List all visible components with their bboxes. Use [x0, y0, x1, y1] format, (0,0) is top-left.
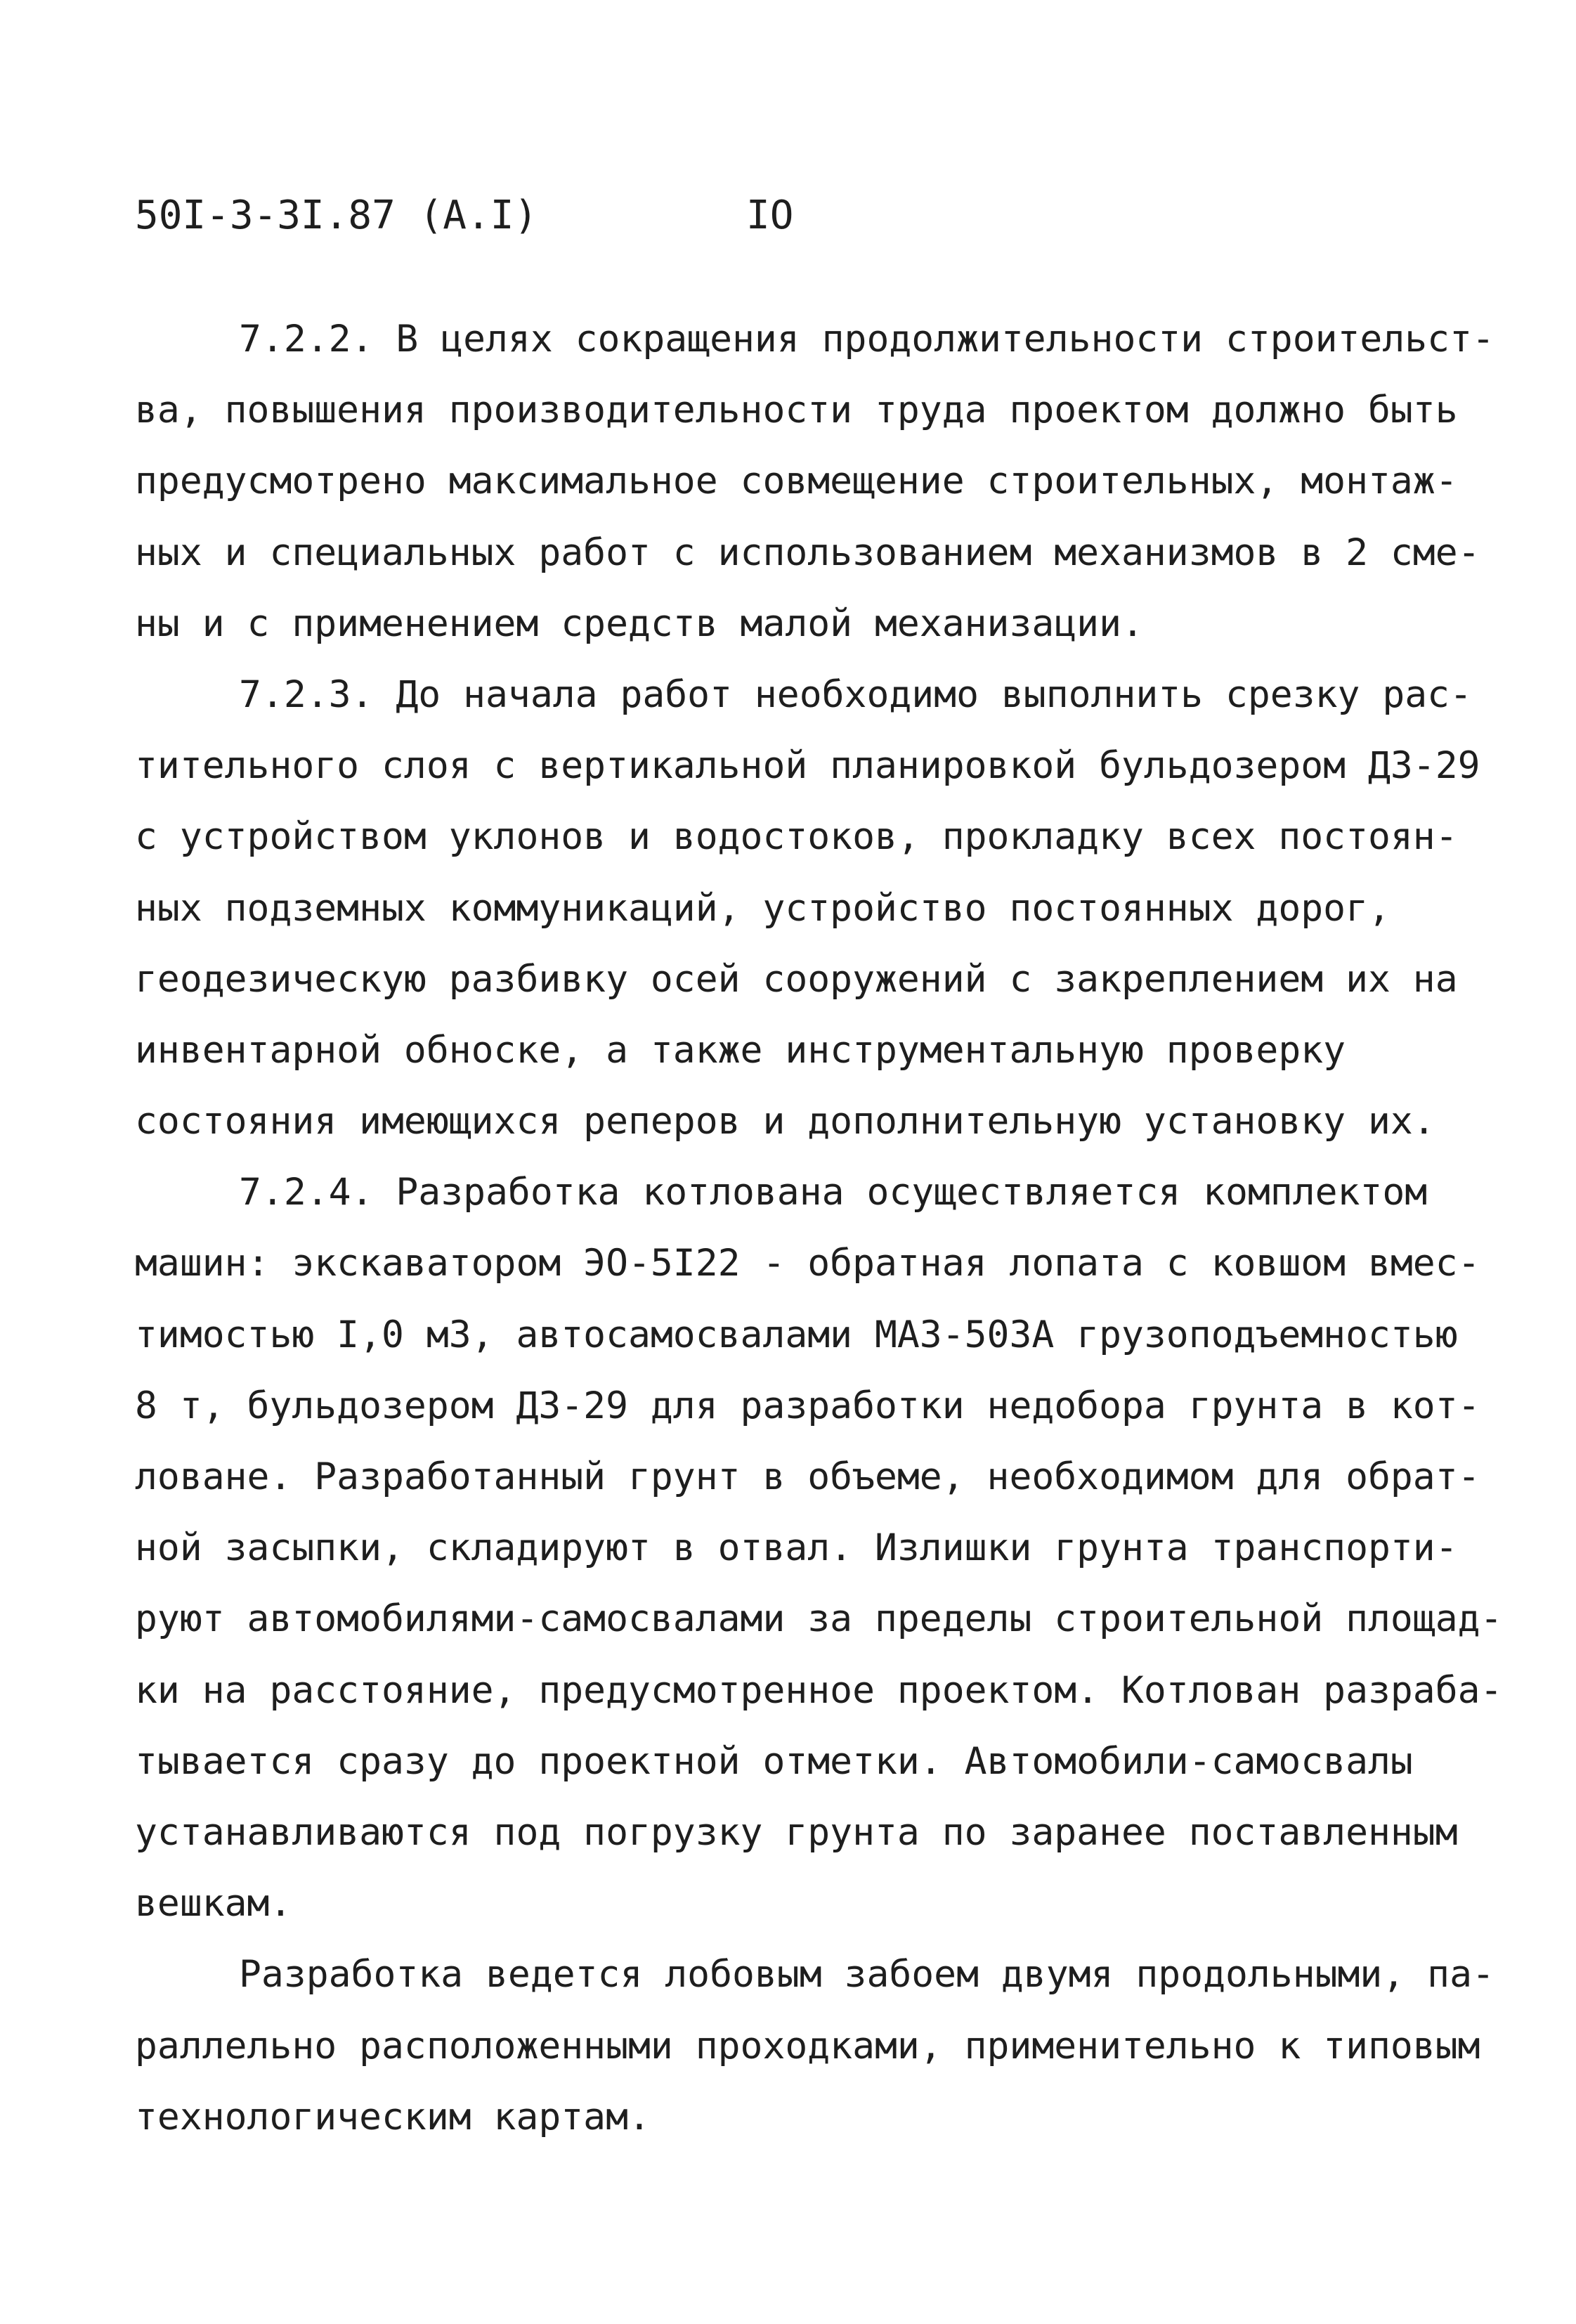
body-text	[135, 304, 1503, 2153]
text-line: 7.2.3. До начала работ необходимо выполнить срезку рас-	[239, 673, 1472, 716]
text-line: устанавливаются под погрузку грунта по заранее поставленным	[135, 1810, 1458, 1854]
text-line: Разработка ведется лобовым забоем двумя продольными, па-	[239, 1953, 1494, 1997]
paragraph-excavation-method	[135, 1939, 1494, 2153]
text-line: тительного слоя с вертикальной планировкой бульдозером ДЗ-29	[135, 744, 1480, 788]
text-line: ва, повышения производительности труда проектом должно быть	[135, 389, 1458, 432]
text-line: тимостью I,0 м3, автосамосвалами МАЗ-503А грузоподъемностью	[135, 1313, 1458, 1356]
text-line: ных и специальных работ с использованием механизмов в 2 сме-	[135, 531, 1480, 574]
text-line: инвентарной обноске, а также инструментальную проверку	[135, 1028, 1346, 1072]
text-line: вешкам.	[135, 1882, 292, 1926]
page-number: IO	[746, 193, 794, 238]
text-line: руют автомобилями-самосвалами за пределы строительной площад-	[135, 1597, 1503, 1641]
text-line: 8 т, бульдозером ДЗ-29 для разработки недобора грунта в кот-	[135, 1384, 1480, 1427]
paragraph-7-2-3	[135, 659, 1480, 1157]
text-line: 7.2.2. В целях сокращения продолжительности строительст-	[239, 318, 1494, 361]
text-line: предусмотрено максимальное совмещение строительных, монтаж-	[135, 460, 1458, 503]
text-line: ловане. Разработанный грунт в объеме, необходимом для обрат-	[135, 1455, 1480, 1498]
page-header	[135, 184, 1470, 247]
paragraph-7-2-2	[135, 304, 1494, 659]
text-line: технологическим картам.	[135, 2095, 651, 2138]
text-line: раллельно расположенными проходками, применительно к типовым	[135, 2024, 1480, 2067]
text-line: состояния имеющихся реперов и дополнительную установку их.	[135, 1100, 1435, 1143]
text-line: ной засыпки, складируют в отвал. Излишки грунта транспорти-	[135, 1526, 1458, 1570]
paragraph-7-2-4	[135, 1157, 1503, 1939]
text-line: 7.2.4. Разработка котлована осуществляется комплектом	[239, 1171, 1428, 1214]
text-line: машин: экскаватором ЭО-5I22 - обратная лопата с ковшом вмес-	[135, 1242, 1480, 1285]
text-line: геодезическую разбивку осей сооружений с закреплением их на	[135, 957, 1458, 1001]
text-line: ки на расстояние, предусмотренное проектом. Котлован разраба-	[135, 1668, 1503, 1712]
text-line: ны и с применением средств малой механизации.	[135, 602, 1144, 645]
text-line: тывается сразу до проектной отметки. Автомобили-самосвалы	[135, 1739, 1413, 1783]
text-line: ных подземных коммуникаций, устройство постоянных дорог,	[135, 886, 1391, 930]
document-code: 50I-3-3I.87 (А.I)	[135, 193, 538, 238]
text-line: с устройством уклонов и водостоков, прокладку всех постоян-	[135, 815, 1458, 859]
